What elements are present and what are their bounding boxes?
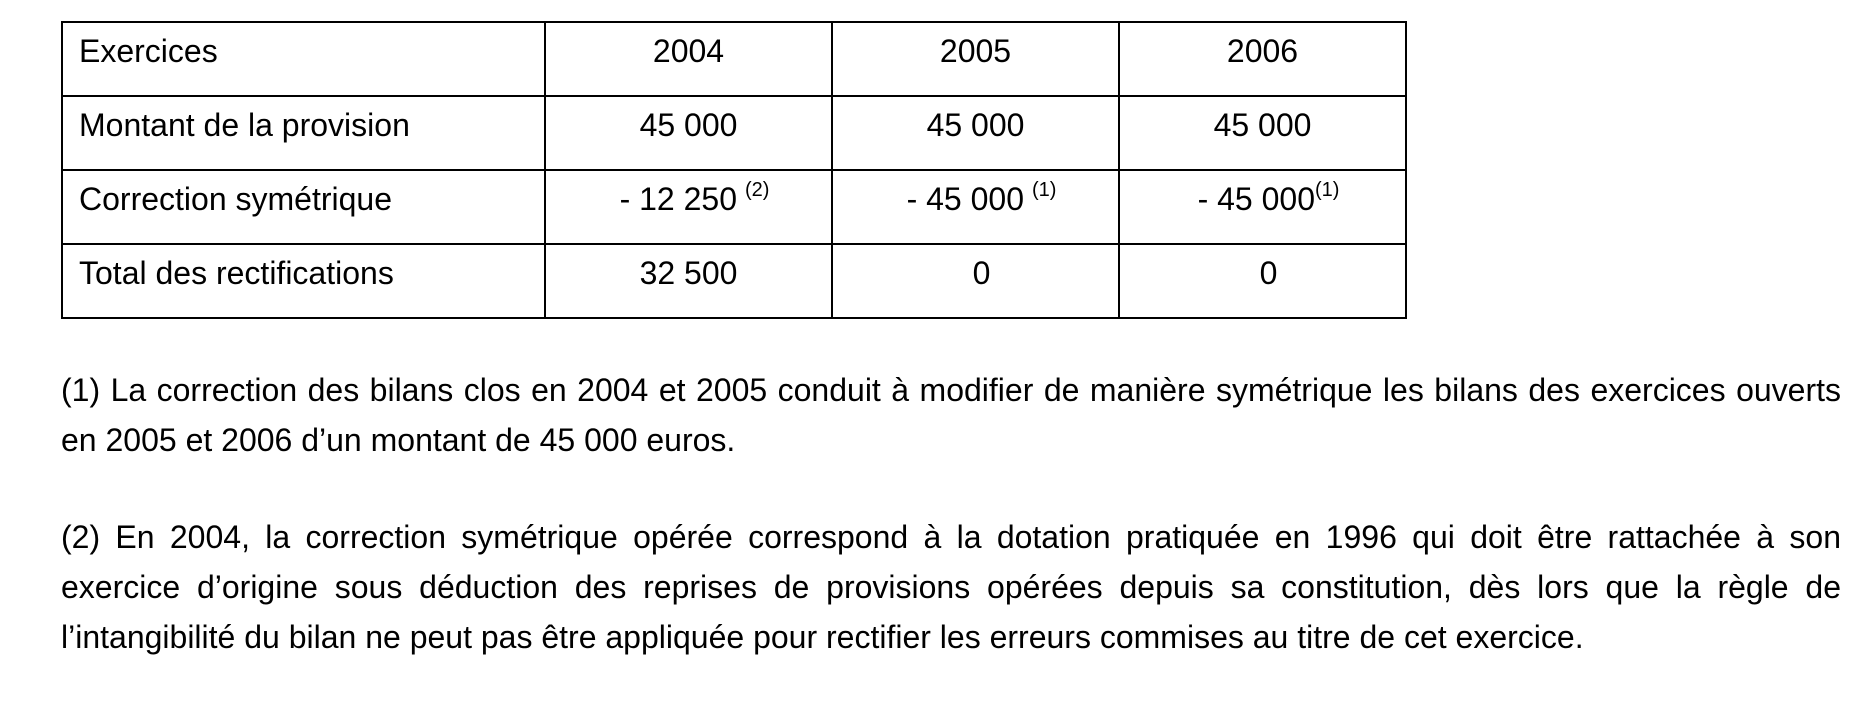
header-year-cell <box>1119 22 1406 96</box>
header-year: 2005 <box>939 33 1012 69</box>
row-label-cell <box>62 96 545 170</box>
value-cell <box>545 170 832 244</box>
footnote-1: (1) La correction des bilans clos en 2004 et 2005 conduit à modifier de manière symétrique les bilans des exercices ouverts en 2005 et 2006 d’un montant de 45 000 euros. <box>61 372 1841 458</box>
cell-value: 45 000 <box>1213 107 1312 143</box>
row-label: Montant de la provision <box>79 107 410 143</box>
header-year-cell <box>545 22 832 96</box>
cell-value: 45 000 <box>639 107 738 143</box>
cell-content <box>833 171 1118 215</box>
value-cell <box>1119 170 1406 244</box>
cell-value: - 45 000 <box>906 181 1024 217</box>
cell-value: 32 500 <box>639 255 738 291</box>
row-label: Total des rectifications <box>79 255 394 291</box>
value-cell <box>1119 244 1406 318</box>
header-label-cell <box>62 22 545 96</box>
row-label: Correction symétrique <box>79 181 392 217</box>
cell-value: - 12 250 <box>619 181 737 217</box>
row-label-cell <box>62 170 545 244</box>
footnote-ref: (1) <box>1314 179 1340 201</box>
cell-content <box>546 171 831 215</box>
value-cell <box>545 96 832 170</box>
value-cell <box>1119 96 1406 170</box>
header-label: Exercices <box>79 33 218 69</box>
footnote-ref: (2) <box>744 179 770 201</box>
header-year: 2006 <box>1226 33 1299 69</box>
cell-content <box>1120 171 1405 215</box>
table-row <box>62 170 1406 244</box>
cell-value: - 45 000 <box>1197 181 1315 217</box>
value-cell <box>545 244 832 318</box>
header-year: 2004 <box>652 33 725 69</box>
provision-table <box>61 21 1407 319</box>
cell-value: 45 000 <box>926 107 1025 143</box>
table-row <box>62 244 1406 318</box>
table-header-row <box>62 22 1406 96</box>
value-cell <box>832 96 1119 170</box>
header-year-cell <box>832 22 1119 96</box>
row-label-cell <box>62 244 545 318</box>
cell-value: 0 <box>972 255 991 291</box>
footnote-2: (2) En 2004, la correction symétrique opérée correspond à la dotation pratiquée en 1996 qui doit être rattachée à son exercice d’origine sous déduction des reprises de provisions opérées depuis sa constitution, dès lors que la règle de l’intangibilité du bilan ne peut pas être appliquée pour rectifier les erreurs commises au titre de cet exercice. <box>61 519 1841 655</box>
table-row <box>62 96 1406 170</box>
value-cell <box>832 244 1119 318</box>
footnote-ref: (1) <box>1031 179 1057 201</box>
cell-value: 0 <box>1259 255 1278 291</box>
value-cell <box>832 170 1119 244</box>
